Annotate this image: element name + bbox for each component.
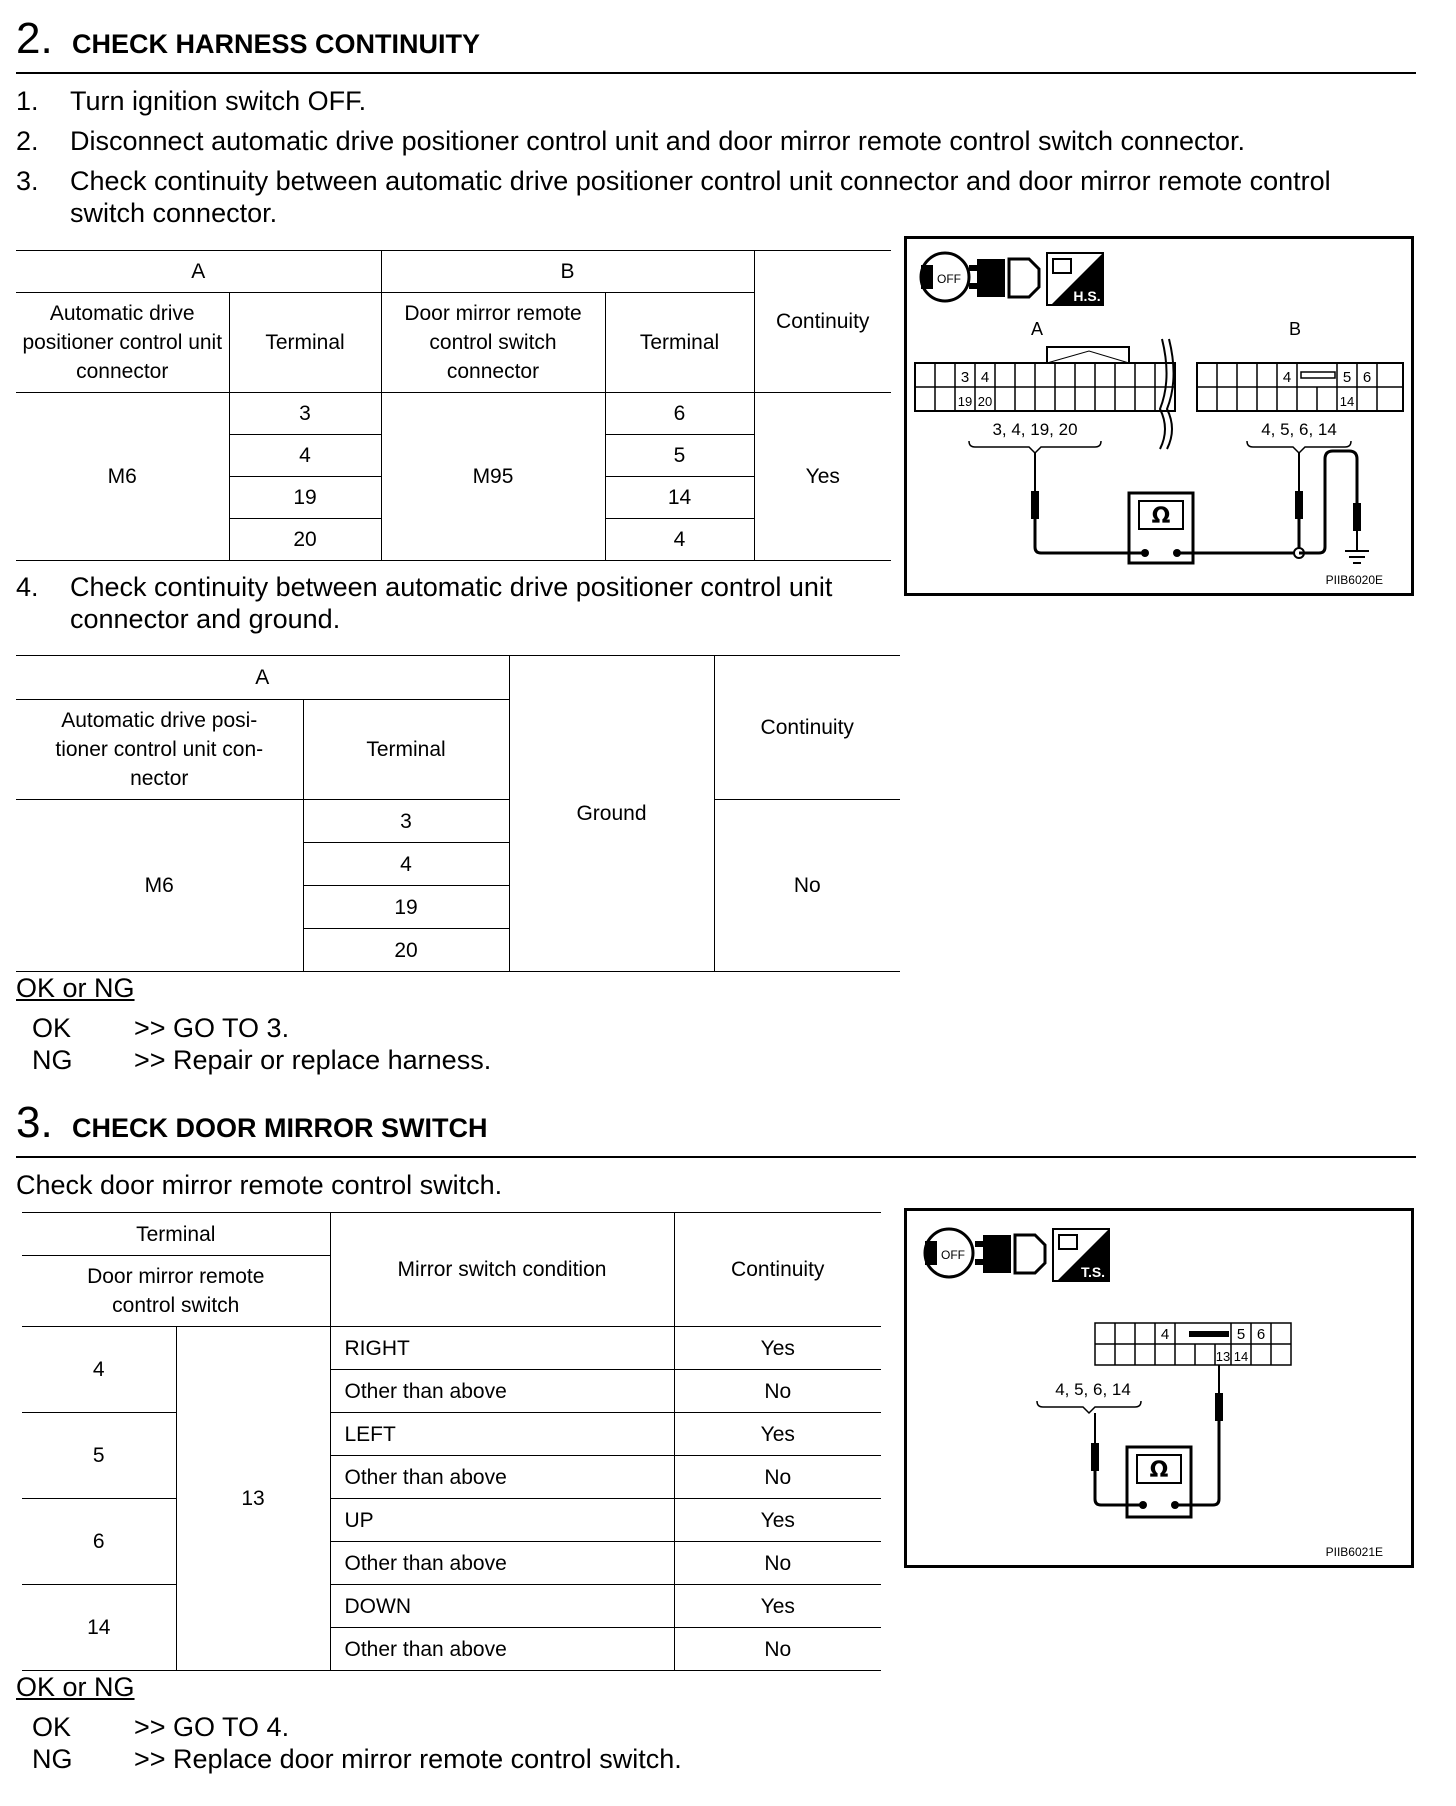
svg-text:13: 13 bbox=[1215, 1349, 1231, 1364]
ok-ng-title: OK or NG bbox=[16, 1672, 135, 1702]
terminal-cell: 4 bbox=[22, 1327, 176, 1413]
a-terminal-cell: 20 bbox=[229, 519, 381, 561]
callout-a: 3, 4, 19, 20 bbox=[992, 420, 1078, 439]
step-3-instruction: Check door mirror remote control switch. bbox=[16, 1170, 503, 1200]
step-3-title: CHECK DOOR MIRROR SWITCH bbox=[72, 1113, 488, 1143]
a-terminal-cell: 4 bbox=[303, 843, 509, 886]
terminal-header: Terminal bbox=[22, 1213, 330, 1256]
figure-code: PIIB6020E bbox=[1325, 573, 1383, 587]
callout: 4, 5, 6, 14 bbox=[1055, 1380, 1131, 1399]
a-terminal-cell: 19 bbox=[303, 886, 509, 929]
switch-diagram-svg bbox=[907, 1211, 1411, 1565]
continuity-header: Continuity bbox=[714, 656, 900, 800]
svg-text:14: 14 bbox=[1233, 1349, 1249, 1364]
a-terminal-header: Terminal bbox=[303, 700, 509, 800]
svg-text:20: 20 bbox=[977, 394, 993, 409]
svg-text:5: 5 bbox=[1342, 369, 1352, 386]
b-terminal-cell: 6 bbox=[605, 393, 754, 435]
b-connector-header: Door mirror remote control switch connector bbox=[381, 293, 605, 393]
harness-diagram bbox=[904, 236, 1414, 596]
a-terminal-cell: 4 bbox=[229, 435, 381, 477]
condition-cell: Other than above bbox=[330, 1542, 674, 1585]
switch-header: Door mirror remote control switch bbox=[22, 1256, 330, 1327]
a-terminal-header: Terminal bbox=[229, 293, 381, 393]
common-terminal-cell: 13 bbox=[176, 1327, 330, 1671]
condition-cell: RIGHT bbox=[330, 1327, 674, 1370]
harness-continuity-table bbox=[16, 250, 891, 561]
terminal-cell: 14 bbox=[22, 1585, 176, 1671]
a-terminal-cell: 20 bbox=[303, 929, 509, 972]
continuity-cell: No bbox=[674, 1370, 881, 1413]
continuity-header: Continuity bbox=[754, 251, 891, 393]
a-terminal-cell: 3 bbox=[229, 393, 381, 435]
terminal-side-icon bbox=[1053, 1229, 1109, 1281]
svg-text:T.S.: T.S. bbox=[1080, 1264, 1106, 1280]
figure-code: PIIB6021E bbox=[1325, 1545, 1383, 1559]
svg-text:Ω: Ω bbox=[1151, 504, 1171, 529]
step-2-title: CHECK HARNESS CONTINUITY bbox=[72, 29, 481, 59]
svg-text:6: 6 bbox=[1256, 1326, 1266, 1343]
a-terminal-cell: 3 bbox=[303, 800, 509, 843]
ground-continuity-table bbox=[16, 655, 900, 972]
b-terminal-cell: 14 bbox=[605, 477, 754, 519]
svg-text:4: 4 bbox=[1160, 1326, 1170, 1343]
group-b-header: B bbox=[381, 251, 754, 293]
condition-header: Mirror switch condition bbox=[330, 1213, 674, 1327]
condition-cell: Other than above bbox=[330, 1456, 674, 1499]
svg-text:14: 14 bbox=[1339, 394, 1355, 409]
continuity-header: Continuity bbox=[674, 1213, 881, 1327]
svg-text:6: 6 bbox=[1362, 369, 1372, 386]
continuity-cell: Yes bbox=[674, 1499, 881, 1542]
step-2-header bbox=[16, 12, 1416, 74]
switch-diagram bbox=[904, 1208, 1414, 1568]
svg-text:3: 3 bbox=[960, 369, 970, 386]
continuity-cell: Yes bbox=[674, 1413, 881, 1456]
condition-cell: UP bbox=[330, 1499, 674, 1542]
condition-cell: Other than above bbox=[330, 1628, 674, 1671]
condition-cell: Other than above bbox=[330, 1370, 674, 1413]
b-terminal-cell: 5 bbox=[605, 435, 754, 477]
mirror-switch-table bbox=[22, 1212, 881, 1671]
a-terminal-cell: 19 bbox=[229, 477, 381, 519]
continuity-cell: Yes bbox=[674, 1585, 881, 1628]
a-connector-value: M6 bbox=[16, 393, 229, 561]
ignition-off-icon bbox=[925, 1229, 973, 1277]
continuity-result: No bbox=[714, 800, 900, 972]
switch-connector bbox=[1095, 1323, 1291, 1365]
b-connector-value: M95 bbox=[381, 393, 605, 561]
ground-cell: Ground bbox=[509, 656, 714, 972]
continuity-cell: No bbox=[674, 1628, 881, 1671]
ok-ng-title: OK or NG bbox=[16, 973, 135, 1003]
svg-text:H.S.: H.S. bbox=[1073, 288, 1101, 304]
continuity-cell: No bbox=[674, 1456, 881, 1499]
step-3-number: 3. bbox=[16, 1098, 53, 1147]
ground-icon bbox=[1345, 551, 1369, 563]
svg-text:4: 4 bbox=[1282, 369, 1292, 386]
terminal-cell: 6 bbox=[22, 1499, 176, 1585]
harness-side-icon bbox=[1047, 253, 1103, 305]
group-a-header: A bbox=[16, 656, 509, 700]
a-connector-value: M6 bbox=[16, 800, 303, 972]
svg-text:19: 19 bbox=[957, 394, 973, 409]
svg-text:OFF: OFF bbox=[941, 1248, 965, 1262]
a-connector-header: Automatic drive posi- tioner control unit con- nector bbox=[16, 700, 303, 800]
svg-text:OFF: OFF bbox=[937, 272, 961, 286]
harness-diagram-svg bbox=[907, 239, 1411, 593]
svg-text:4: 4 bbox=[980, 369, 990, 386]
ignition-off-icon bbox=[921, 253, 969, 301]
connector-icon bbox=[969, 259, 1039, 297]
step-3-header bbox=[16, 1096, 1416, 1158]
continuity-cell: Yes bbox=[674, 1327, 881, 1370]
svg-text:5: 5 bbox=[1236, 1326, 1246, 1343]
step-2-number: 2. bbox=[16, 14, 53, 63]
svg-text:Ω: Ω bbox=[1149, 1458, 1169, 1483]
terminal-cell: 5 bbox=[22, 1413, 176, 1499]
continuity-cell: No bbox=[674, 1542, 881, 1585]
connector-b bbox=[1197, 363, 1403, 411]
condition-cell: DOWN bbox=[330, 1585, 674, 1628]
connector-b-label: B bbox=[1288, 319, 1302, 339]
group-a-header: A bbox=[16, 251, 381, 293]
callout-b: 4, 5, 6, 14 bbox=[1261, 420, 1337, 439]
condition-cell: LEFT bbox=[330, 1413, 674, 1456]
continuity-result: Yes bbox=[754, 393, 891, 561]
b-terminal-header: Terminal bbox=[605, 293, 754, 393]
connector-a-label: A bbox=[1030, 319, 1044, 339]
a-connector-header: Automatic drive positioner control unit connector bbox=[16, 293, 229, 393]
connector-icon bbox=[975, 1235, 1045, 1273]
b-terminal-cell: 4 bbox=[605, 519, 754, 561]
